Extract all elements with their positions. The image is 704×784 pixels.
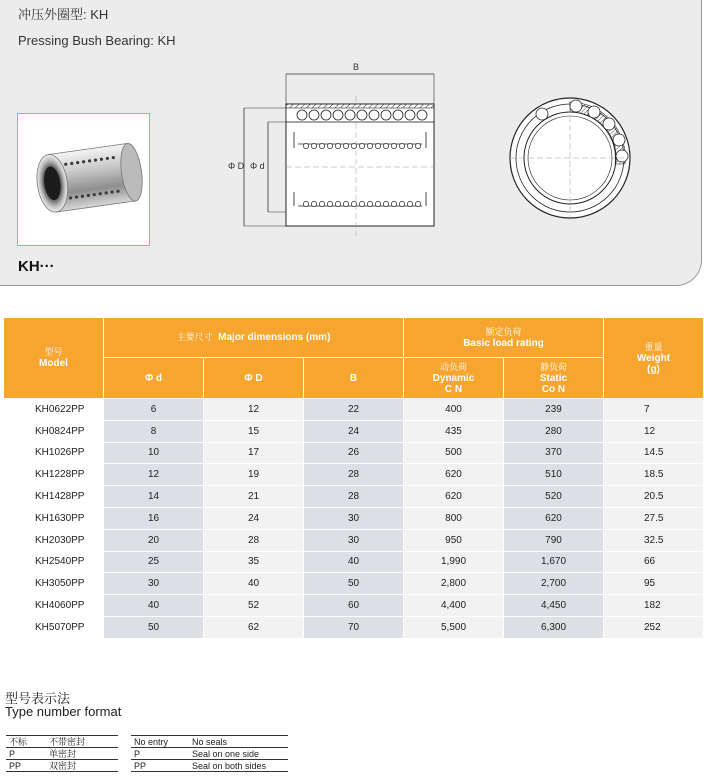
cell-model: KH1630PP	[4, 508, 104, 530]
cell-bore-d: 50	[104, 617, 204, 639]
cell-length-B: 24	[304, 421, 404, 443]
cell-dynamic-load: 800	[404, 508, 504, 530]
cell-weight: 252	[604, 617, 704, 639]
cell-model: KH0622PP	[4, 399, 104, 421]
header-B: B	[304, 358, 404, 399]
type-code: 不标	[6, 736, 46, 748]
cell-bore-d: 6	[104, 399, 204, 421]
spec-table	[4, 318, 704, 639]
cell-outer-D: 62	[204, 617, 304, 639]
cell-length-B: 70	[304, 617, 404, 639]
cell-weight: 27.5	[604, 508, 704, 530]
cell-weight: 20.5	[604, 486, 704, 508]
type-code: P	[131, 748, 189, 760]
cell-length-B: 50	[304, 573, 404, 595]
type-description: 单密封	[46, 748, 118, 760]
list-item	[6, 760, 118, 772]
type-code: PP	[6, 760, 46, 772]
cell-bore-d: 10	[104, 443, 204, 465]
bearing-photo-icon	[18, 114, 149, 245]
dim-b-label: B	[352, 62, 360, 72]
cell-weight: 18.5	[604, 464, 704, 486]
cell-outer-D: 40	[204, 573, 304, 595]
table-row	[4, 464, 704, 486]
product-photo	[17, 113, 150, 246]
cell-outer-D: 12	[204, 399, 304, 421]
cell-static-load: 370	[504, 443, 604, 465]
cell-weight: 32.5	[604, 530, 704, 552]
cell-static-load: 520	[504, 486, 604, 508]
cell-outer-D: 35	[204, 552, 304, 574]
dim-d-label: Φ d	[250, 161, 265, 171]
cell-model: KH4060PP	[4, 595, 104, 617]
cell-weight: 66	[604, 552, 704, 574]
cell-dynamic-load: 500	[404, 443, 504, 465]
cell-static-load: 280	[504, 421, 604, 443]
title-en: Pressing Bush Bearing: KH	[18, 33, 176, 48]
cell-model: KH2540PP	[4, 552, 104, 574]
list-item	[131, 736, 288, 748]
cell-outer-D: 17	[204, 443, 304, 465]
cell-dynamic-load: 1,990	[404, 552, 504, 574]
type-description: 不带密封	[46, 736, 118, 748]
cell-outer-D: 24	[204, 508, 304, 530]
type-description: No seals	[189, 736, 288, 748]
table-row	[4, 573, 704, 595]
cell-static-load: 2,700	[504, 573, 604, 595]
type-format-title-cn: 型号表示法	[5, 691, 71, 706]
type-code: No entry	[131, 736, 189, 748]
cell-length-B: 60	[304, 595, 404, 617]
header-phi-d: Φ d	[104, 358, 204, 399]
type-description: Seal on both sides	[189, 760, 288, 772]
table-row	[4, 443, 704, 465]
header-basic-load: 额定负荷 Basic load rating	[404, 318, 604, 358]
series-label: KH···	[18, 258, 55, 275]
cell-bore-d: 14	[104, 486, 204, 508]
header-phi-D: Φ D	[204, 358, 304, 399]
table-row	[4, 552, 704, 574]
cell-bore-d: 16	[104, 508, 204, 530]
type-code: PP	[131, 760, 189, 772]
cell-model: KH0824PP	[4, 421, 104, 443]
cell-length-B: 26	[304, 443, 404, 465]
cell-bore-d: 20	[104, 530, 204, 552]
list-item	[6, 736, 118, 748]
section-drawing	[228, 56, 450, 236]
table-row	[4, 421, 704, 443]
cell-outer-D: 15	[204, 421, 304, 443]
cell-bore-d: 12	[104, 464, 204, 486]
cell-static-load: 239	[504, 399, 604, 421]
cell-dynamic-load: 950	[404, 530, 504, 552]
cell-length-B: 30	[304, 530, 404, 552]
cell-static-load: 1,670	[504, 552, 604, 574]
cell-weight: 12	[604, 421, 704, 443]
end-view-drawing	[506, 94, 634, 222]
type-format-title-en: Type number format	[5, 704, 122, 719]
cell-model: KH5070PP	[4, 617, 104, 639]
table-row	[4, 508, 704, 530]
cell-static-load: 790	[504, 530, 604, 552]
list-item	[6, 748, 118, 760]
cell-static-load: 620	[504, 508, 604, 530]
table-row	[4, 530, 704, 552]
cell-dynamic-load: 435	[404, 421, 504, 443]
type-description: Seal on one side	[189, 748, 288, 760]
cell-weight: 14.5	[604, 443, 704, 465]
cell-outer-D: 19	[204, 464, 304, 486]
list-item	[131, 760, 288, 772]
cell-dynamic-load: 2,800	[404, 573, 504, 595]
cell-weight: 7	[604, 399, 704, 421]
cell-model: KH3050PP	[4, 573, 104, 595]
cell-static-load: 4,450	[504, 595, 604, 617]
type-code: P	[6, 748, 46, 760]
cell-length-B: 22	[304, 399, 404, 421]
header-dynamic: 动负荷 Dynamic C N	[404, 358, 504, 399]
header-major-dimensions: 主要尺寸 Major dimensions (mm)	[104, 318, 404, 358]
cell-outer-D: 52	[204, 595, 304, 617]
cell-length-B: 28	[304, 486, 404, 508]
cell-dynamic-load: 620	[404, 486, 504, 508]
type-format-table-en	[131, 735, 288, 772]
cell-model: KH2030PP	[4, 530, 104, 552]
cell-model: KH1026PP	[4, 443, 104, 465]
table-row	[4, 399, 704, 421]
list-item	[131, 748, 288, 760]
cell-outer-D: 21	[204, 486, 304, 508]
header-static: 静负荷 Static Co N	[504, 358, 604, 399]
cell-weight: 182	[604, 595, 704, 617]
cell-static-load: 6,300	[504, 617, 604, 639]
cell-dynamic-load: 400	[404, 399, 504, 421]
table-row	[4, 617, 704, 639]
cell-weight: 95	[604, 573, 704, 595]
table-row	[4, 486, 704, 508]
cell-bore-d: 8	[104, 421, 204, 443]
cell-length-B: 28	[304, 464, 404, 486]
header-weight: 重量 Weight (g)	[604, 318, 704, 399]
cell-model: KH1428PP	[4, 486, 104, 508]
cell-outer-D: 28	[204, 530, 304, 552]
dim-D-label: Φ D	[228, 161, 245, 171]
type-format-table-cn	[6, 735, 118, 772]
header-model: 型号 Model	[4, 318, 104, 399]
type-description: 双密封	[46, 760, 118, 772]
cell-dynamic-load: 5,500	[404, 617, 504, 639]
cell-length-B: 30	[304, 508, 404, 530]
cell-bore-d: 30	[104, 573, 204, 595]
cell-model: KH1228PP	[4, 464, 104, 486]
table-row	[4, 595, 704, 617]
cell-bore-d: 40	[104, 595, 204, 617]
cell-dynamic-load: 620	[404, 464, 504, 486]
cell-bore-d: 25	[104, 552, 204, 574]
cell-dynamic-load: 4,400	[404, 595, 504, 617]
title-cn: 冲压外圈型: KH	[18, 7, 109, 22]
cell-static-load: 510	[504, 464, 604, 486]
cell-length-B: 40	[304, 552, 404, 574]
